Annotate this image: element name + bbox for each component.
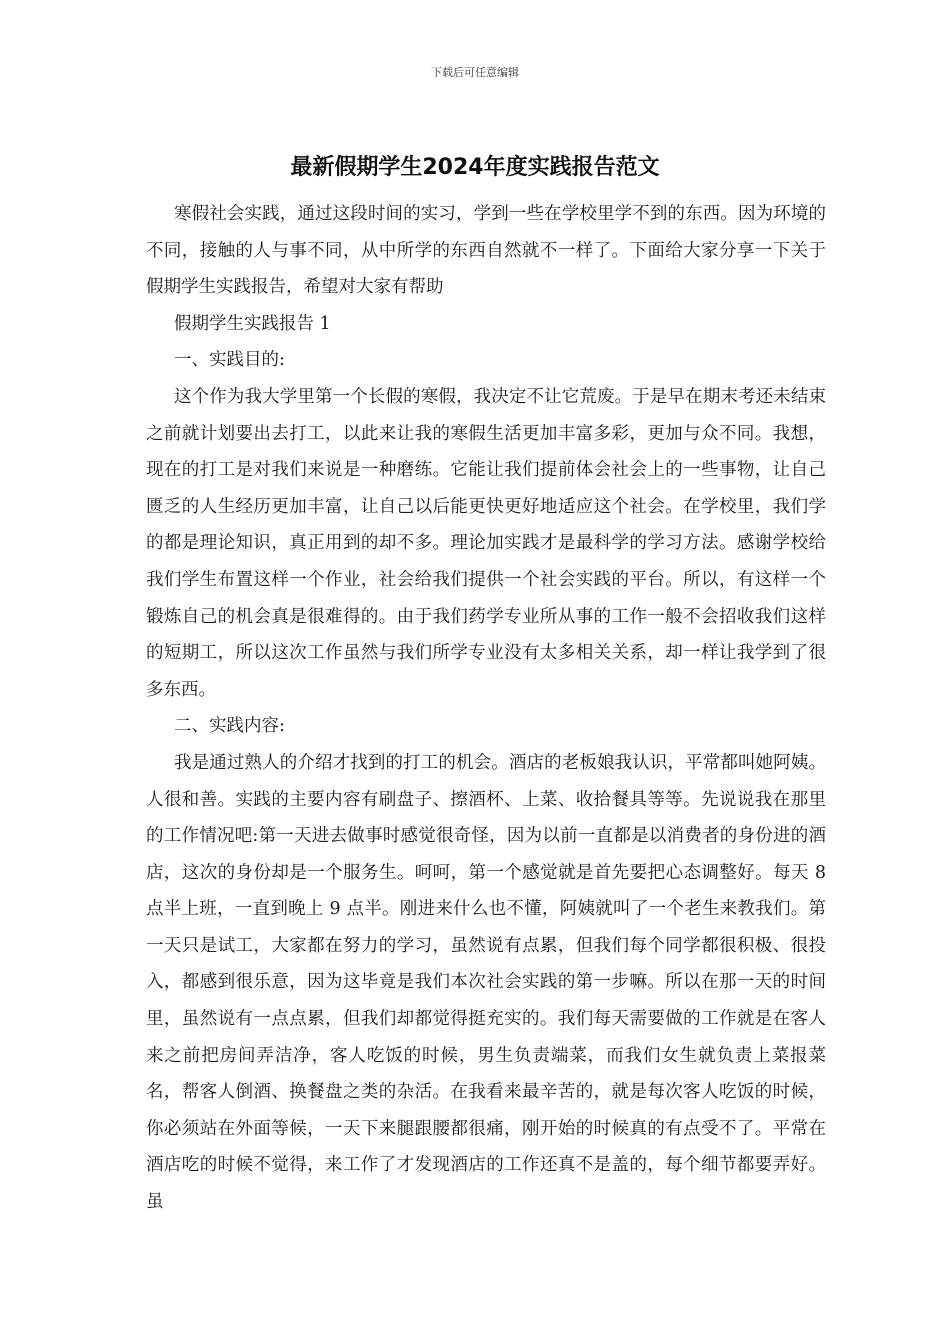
document-body [146, 196, 826, 1221]
document-title: 最新假期学生2024年度实践报告范文 [290, 155, 660, 180]
section2-heading: 二、实践内容: [174, 716, 285, 737]
report-title: 假期学生实践报告 1 [174, 313, 331, 334]
section2-paragraph: 我是通过熟人的介绍才找到的打工的机会。酒店的老板娘我认识，平常都叫她阿姨。人很和善。实践的主要内容有刷盘子、擦酒杯、上菜、收拾餐具等等。先说说我在那里的工作情况吧:第一天进去做事时感觉很奇怪，因为以前一直都是以消费者的身份进的酒店，这次的身份却是一个服务生。呵呵，第一个感觉就是首先要把心态调整好。每天 8 点半上班，一直到晚上 9 点半。刚进来什么也不懂，阿姨就叫了一个老生来教我们。第一天只是试工，大家都在努力的学习，虽然说有点累，但我们每个同学都很积极、很投入，都感到很乐意，因为这毕竟是我们本次社会实践的第一步嘛。所以在那一天的时间里，虽然说有一点点累，但我们却都觉得挺充实的。我们每天需要做的工作就是在客人来之前把房间弄洁净，客人吃饭的时候，男生负责端菜，而我们女生就负责上菜报菜名，帮客人倒酒、换餐盘之类的杂活。在我看来最辛苦的，就是每次客人吃饭的时候，你必须站在外面等候，一天下来腿跟腰都很痛，刚开始的时候真的有点受不了。平常在酒店吃的时候不觉得，来工作了才发现酒店的工作还真不是盖的，每个细节都要弄好。虽 [146, 752, 826, 1213]
section1-paragraph: 这个作为我大学里第一个长假的寒假，我决定不让它荒废。于是早在期末考还未结束之前就计划要出去打工，以此来让我的寒假生活更加丰富多彩，更加与众不同。我想，现在的打工是对我们来说是一种磨练。它能让我们提前体会社会上的一些事物，让自己匮乏的人生经历更加丰富，让自己以后能更快更好地适应这个社会。在学校里，我们学的都是理论知识，真正用到的却不多。理论加实践才是最科学的学习方法。感谢学校给我们学生布置这样一个作业，社会给我们提供一个社会实践的平台。所以，有这样一个锻炼自己的机会真是很难得的。由于我们药学专业所从事的工作一般不会招收我们这样的短期工，所以这次工作虽然与我们所学专业没有太多相关关系，却一样让我学到了很多东西。 [146, 386, 826, 700]
section1-heading: 一、实践目的: [174, 350, 285, 371]
intro-paragraph: 寒假社会实践，通过这段时间的实习，学到一些在学校里学不到的东西。因为环境的不同，接触的人与事不同，从中所学的东西自然就不一样了。下面给大家分享一下关于假期学生实践报告，希望对大家有帮助 [146, 204, 826, 298]
header-note: 下载后可任意编辑 [431, 66, 519, 79]
